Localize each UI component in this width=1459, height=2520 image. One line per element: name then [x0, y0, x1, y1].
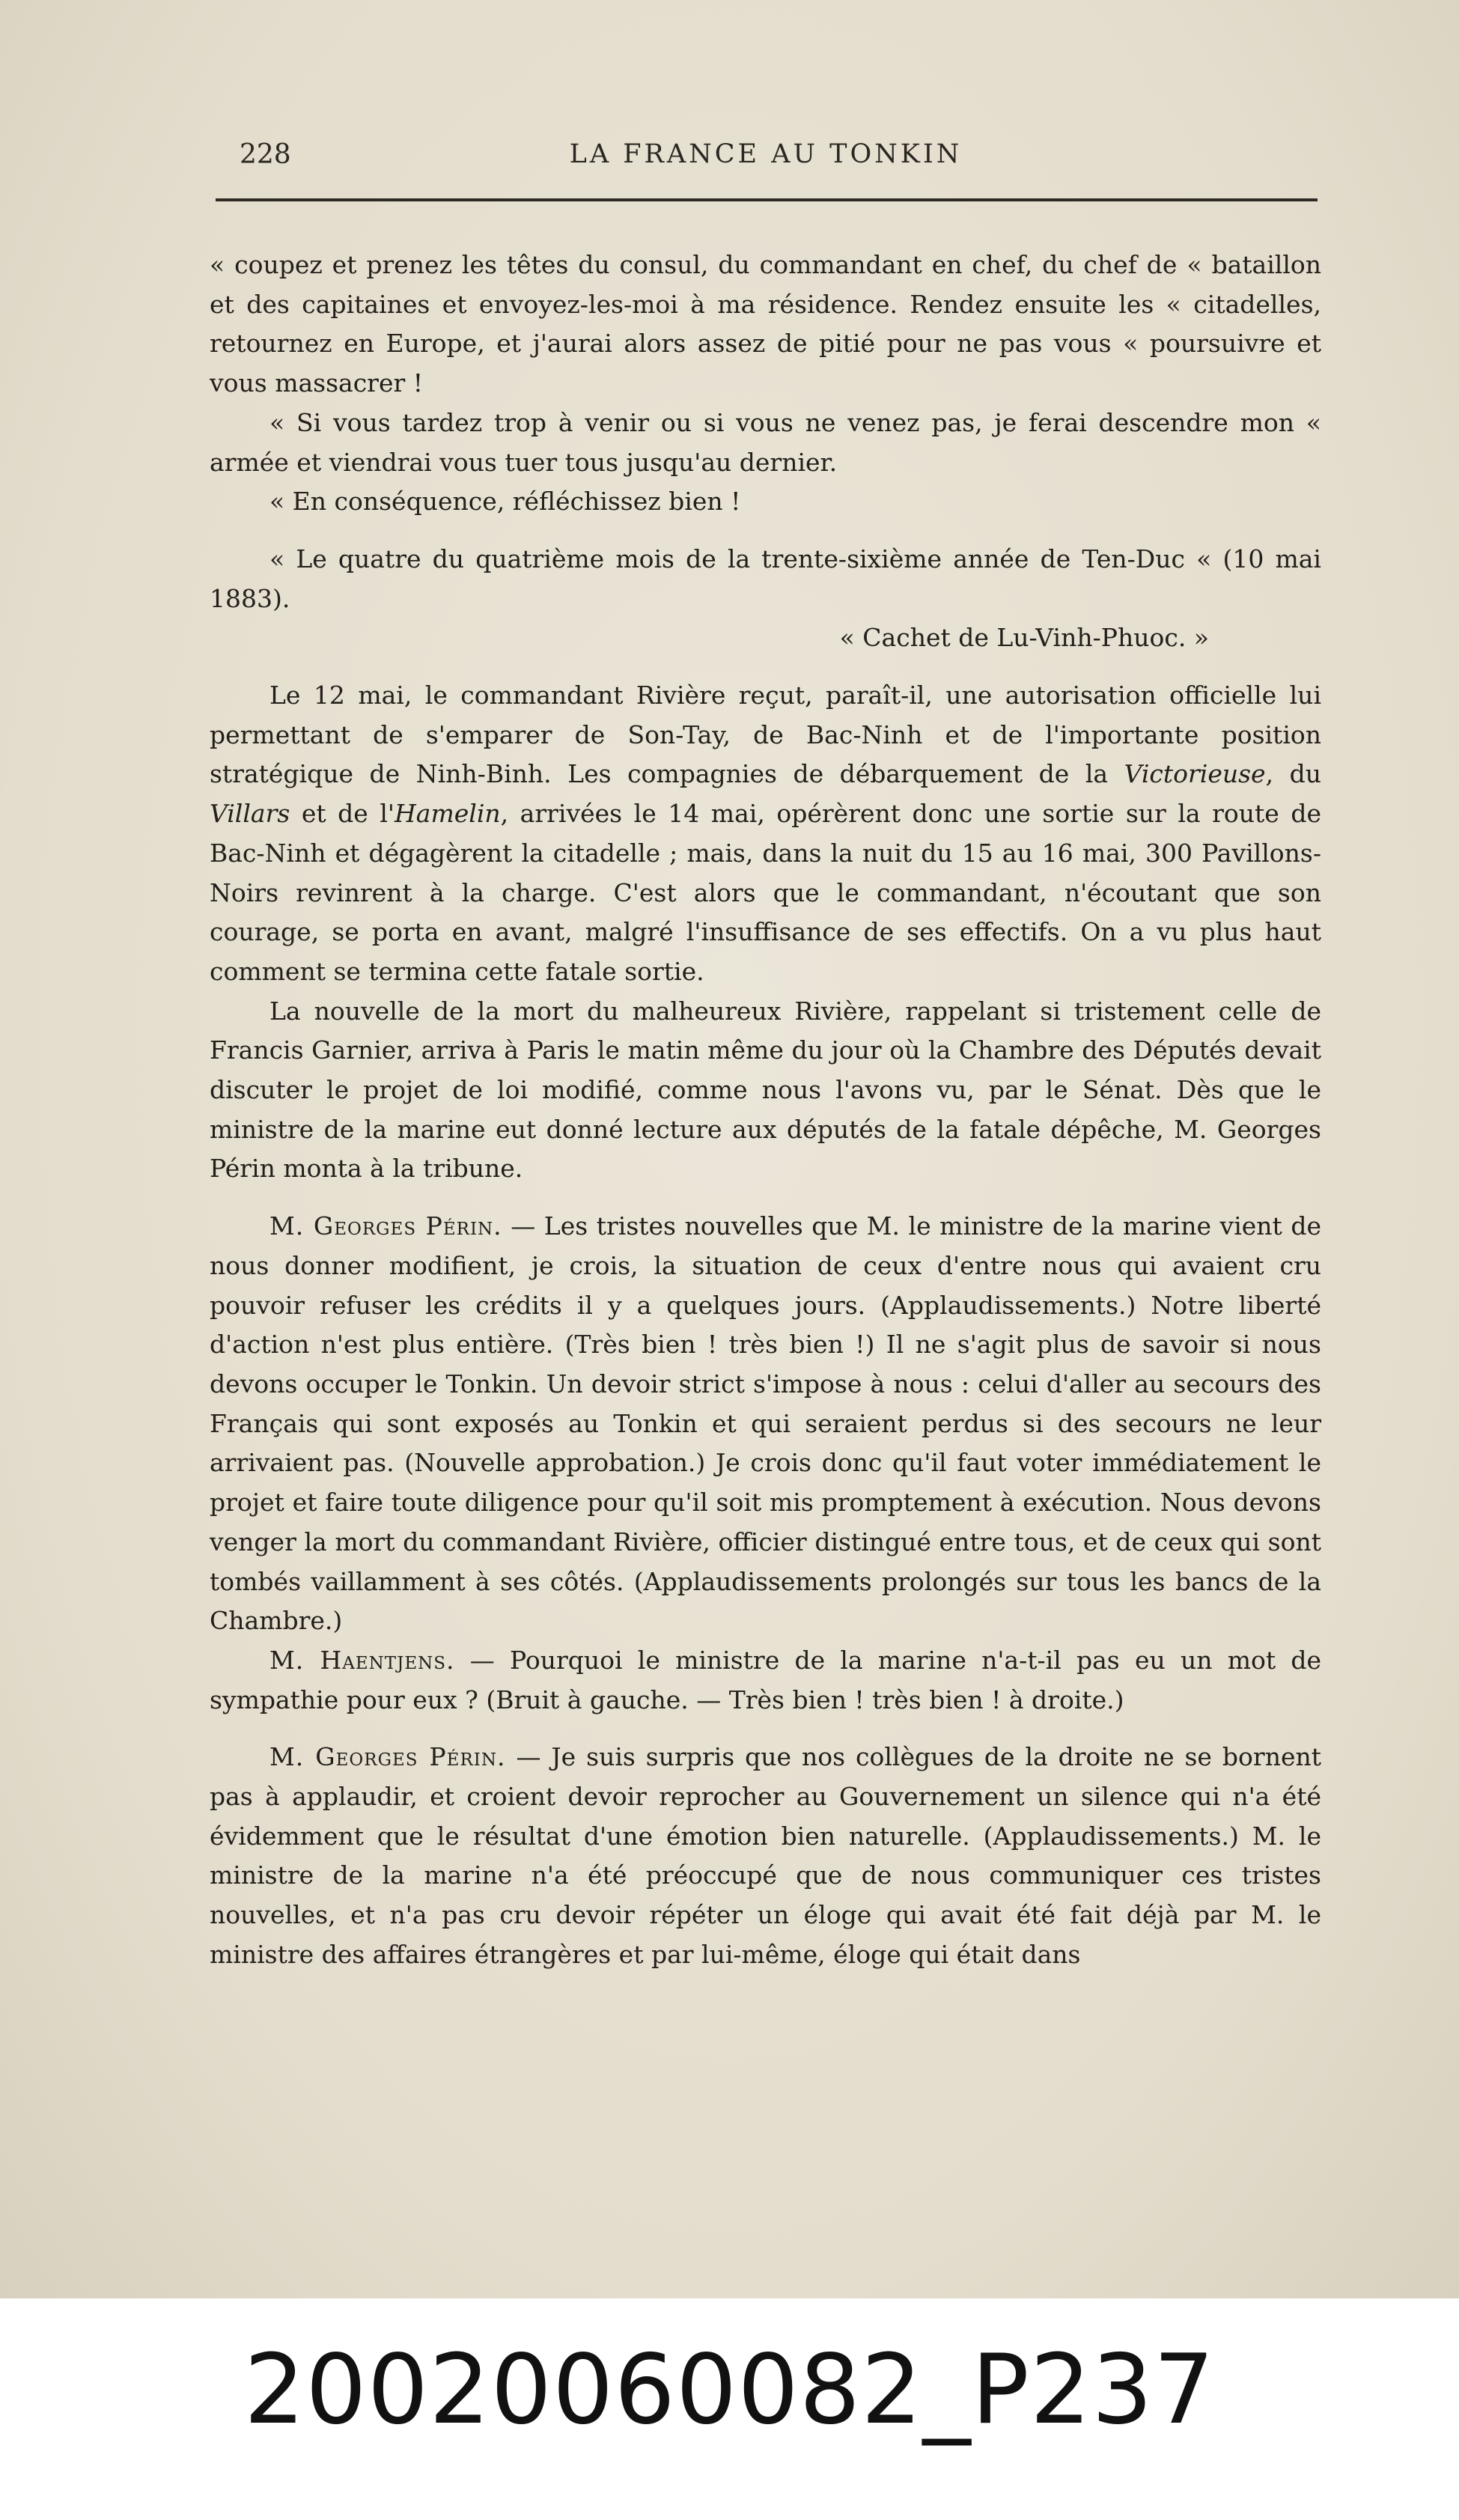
ship-name-victorieuse: Victorieuse — [1124, 759, 1266, 789]
signature-line: « Cachet de Lu-Vinh-Phuoc. » — [839, 623, 1209, 653]
ship-name-villars: Villars — [210, 799, 290, 829]
quote-paragraph-2: « Si vous tardez trop à venir ou si vous ne venez pas, je ferai descendre mon « armée et viendrai vous tuer tous jusqu'au dernier. — [210, 407, 1321, 477]
body-text — [210, 246, 1321, 1975]
paragraph-riviere-text-1: Le 12 mai, le commandant Rivière reçut, paraît-il, une autorisation officielle lui permettant de s'emparer de Son-Tay, de Bac-Ninh et de l'importante position stratégique de Ninh-Binh. Les compagnies de débarquement de la — [210, 681, 1321, 789]
speech-text: — Les tristes nouvelles que M. le ministre de la marine vient de nous donner modifient, je crois, la situation de ceux d'entre nous qui avaient cru pouvoir refuser les crédits il y a quelques jours. (Applaudissements.) Notre liberté d'action n'est plus entière. (Très bien ! très bien !) Il ne s'agit plus de savoir si nous devons occuper le Tonkin. Un devoir strict s'impose à nous : celui d'aller au secours des Français qui sont exposés au Tonkin et qui seraient perdus si des secours ne leur arrivaient pas. (Nouvelle approbation.) Je crois donc qu'il faut voter immédiatement le projet et faire toute diligence pour qu'il soit mis promptement à exécution. Nous devons venger la mort du commandant Rivière, officier distingué entre tous, et de ceux qui sont tombés vaillamment à ses côtés. (Applaudissements prolongés sur tous les bancs de la Chambre.) — [210, 1211, 1322, 1636]
quote-paragraph-1: « coupez et prenez les têtes du consul, du commandant en chef, du chef de « bataillon et des capitaines et envoyez-les-moi à ma résidence. Rendez ensuite les « citadelles, retournez en Europe, et j'aurai alors assez de pitié pour ne pas vous « poursuivre et vous massacrer ! — [210, 250, 1321, 398]
running-title: LA FRANCE AU TONKIN — [569, 139, 963, 169]
paragraph-riviere-text-2: , du — [1265, 759, 1321, 789]
quote-paragraph-3: « En conséquence, réfléchissez bien ! — [269, 487, 741, 517]
paragraph-riviere-text-4: , arrivées le 14 mai, opérèrent donc une sortie sur la route de Bac-Ninh et dégagèrent la citadelle ; mais, dans la nuit du 15 au 16 mai, 300 Pavillons-Noirs revinrent à la charge. C'est alors que le commandant, n'écoutant que son courage, se porta en avant, malgré l'insuffisance de ses effectifs. On a vu plus haut comment se termina cette fatale sortie. — [210, 799, 1321, 986]
speaker-name: M. Georges Périn. — [269, 1742, 506, 1772]
speech-text: — Pourquoi le ministre de la marine n'a-t-il pas eu un mot de sympathie pour eux ? (Bruit à gauche. — Très bien ! très bien ! à droite.) — [210, 1645, 1321, 1714]
page-header — [216, 133, 1316, 186]
page-number: 228 — [240, 139, 291, 170]
speech-perin-2 — [210, 1738, 1321, 1974]
speech-perin-1 — [210, 1207, 1321, 1641]
ship-name-hamelin: Hamelin — [395, 799, 501, 829]
speaker-name: M. Georges Périn. — [269, 1211, 502, 1241]
speech-haentjens — [210, 1641, 1321, 1720]
speaker-name: M. Haentjens. — [269, 1645, 455, 1675]
quote-paragraph-4: « Le quatre du quatrième mois de la trente-sixième année de Ten-Duc « (10 mai 1883). — [210, 544, 1321, 613]
header-rule — [216, 198, 1318, 201]
paragraph-riviere-text-3: et de l' — [290, 799, 395, 829]
file-label: 20020060082_P237 — [243, 2334, 1216, 2446]
paragraph-riviere — [210, 676, 1321, 992]
speech-text: — Je suis surpris que nos collègues de la droite ne se bornent pas à applaudir, et croient devoir reprocher au Gouvernement un silence qui n'a été évidemment que le résultat d'une émotion bien naturelle. (Applaudissements.) M. le ministre de la marine n'a été préoccupé que de nous communiquer ces tristes nouvelles, et n'a pas cru devoir répéter un éloge qui avait été fait déjà par M. le ministre des affaires étrangères et par lui-même, éloge qui était dans — [210, 1742, 1321, 1969]
paragraph-nouvelle: La nouvelle de la mort du malheureux Rivière, rappelant si tristement celle de Francis Garnier, arriva à Paris le matin même du jour où la Chambre des Députés devait discuter le projet de loi modifié, comme nous l'avons vu, par le Sénat. Dès que le ministre de la marine eut donné lecture aux députés de la fatale dépêche, M. Georges Périn monta à la tribune. — [210, 996, 1321, 1184]
